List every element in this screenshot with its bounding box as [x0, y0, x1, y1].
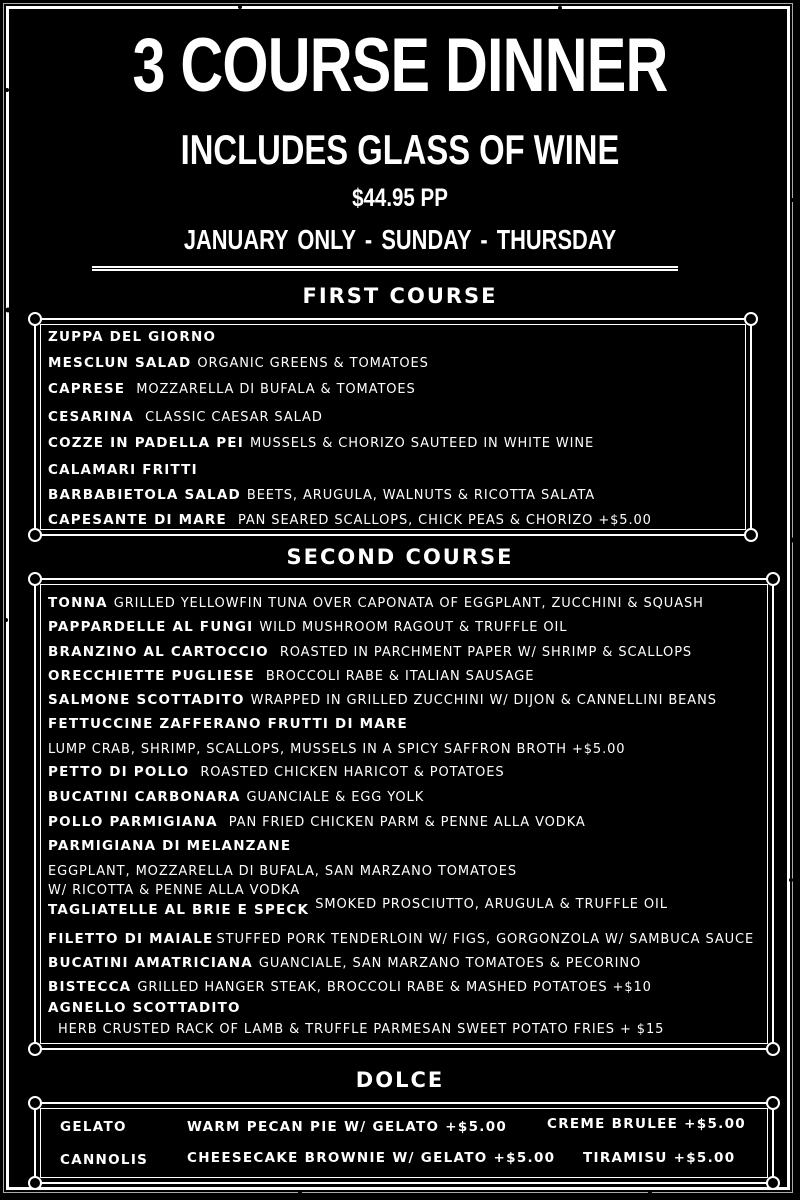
dish-name: SALMONE SCOTTADITO: [48, 692, 245, 708]
dolce-item: TIRAMISU +$5.00: [583, 1150, 736, 1166]
dish-name: BISTECCA: [48, 979, 132, 995]
second-course-item: [48, 837, 297, 856]
dish-name: PAPPARDELLE AL FUNGI: [48, 619, 254, 635]
dish-description: GRILLED HANGER STEAK, BROCCOLI RABE & MASHED POTATOES +$10: [137, 980, 652, 995]
first-course-heading: FIRST COURSE: [302, 284, 498, 308]
second-course-item: [48, 691, 717, 710]
second-course-item: [48, 788, 424, 807]
dish-description: EGGPLANT, MOZZARELLA DI BUFALA, SAN MARZANO TOMATOES: [48, 864, 518, 879]
first-course-item: [48, 328, 222, 347]
first-course-item: [48, 511, 652, 530]
header-divider: [92, 266, 678, 271]
frame-corner: [28, 1042, 42, 1056]
dish-name: TONNA: [48, 595, 108, 611]
dish-name: FILETTO DI MAIALE: [48, 931, 214, 947]
second-course-item: [48, 715, 414, 734]
dish-description: PAN SEARED SCALLOPS, CHICK PEAS & CHORIZO +$5.00: [232, 513, 652, 528]
dolce-item: CANNOLIS: [60, 1152, 149, 1168]
dish-name: BRANZINO AL CARTOCCIO: [48, 644, 269, 660]
menu-title: 3 COURSE DINNER: [132, 23, 668, 108]
dish-description: MUSSELS & CHORIZO SAUTEED IN WHITE WINE: [249, 436, 595, 451]
dish-name: AGNELLO SCOTTADITO: [48, 1000, 241, 1016]
dolce-item: CHEESECAKE BROWNIE W/ GELATO +$5.00: [187, 1150, 556, 1166]
second-course-item: [48, 930, 754, 949]
frame-corner: [28, 312, 42, 326]
dish-description: WRAPPED IN GRILLED ZUCCHINI W/ DIJON & CANNELLINI BEANS: [250, 693, 717, 708]
dish-name: FETTUCCINE ZAFFERANO FRUTTI DI MARE: [48, 716, 408, 732]
dish-description: W/ RICOTTA & PENNE ALLA VODKA: [48, 883, 301, 898]
dish-name: CAPRESE: [48, 381, 126, 397]
dish-name: BARBABIETOLA SALAD: [48, 487, 241, 503]
second-course-item: [48, 643, 692, 662]
frame-corner: [28, 528, 42, 542]
dish-description: CLASSIC CAESAR SALAD: [140, 410, 323, 425]
second-course-item: [48, 862, 517, 881]
frame-corner: [766, 572, 780, 586]
second-course-item: [58, 1020, 664, 1039]
second-course-item: [48, 740, 625, 759]
second-course-item: [48, 999, 247, 1018]
dish-name: POLLO PARMIGIANA: [48, 814, 218, 830]
dish-description: BROCCOLI RABE & ITALIAN SAUSAGE: [260, 669, 535, 684]
first-course-item: [48, 434, 594, 453]
second-course-item: [48, 813, 586, 832]
dolce-item: GELATO: [60, 1119, 127, 1135]
frame-corner: [28, 572, 42, 586]
dolce-item: CREME BRULEE +$5.00: [547, 1116, 746, 1132]
dish-description: GRILLED YELLOWFIN TUNA OVER CAPONATA OF EGGPLANT, ZUCCHINI & SQUASH: [113, 596, 704, 611]
menu-subtitle: INCLUDES GLASS OF WINE: [180, 126, 620, 173]
dish-description: GUANCIALE, SAN MARZANO TOMATOES & PECORINO: [258, 956, 642, 971]
dish-description: ROASTED CHICKEN HARICOT & POTATOES: [195, 765, 505, 780]
first-course-item: [48, 408, 323, 427]
dish-description: BEETS, ARUGULA, WALNUTS & RICOTTA SALATA: [246, 488, 596, 503]
dish-description: STUFFED PORK TENDERLOIN W/ FIGS, GORGONZOLA W/ SAMBUCA SAUCE: [216, 932, 755, 947]
dish-name: ZUPPA DEL GIORNO: [48, 329, 217, 345]
dish-name: CALAMARI FRITTI: [48, 462, 198, 478]
dish-description: MOZZARELLA DI BUFALA & TOMATOES: [131, 382, 416, 397]
dish-description: GUANCIALE & EGG YOLK: [246, 790, 425, 805]
dish-name: MESCLUN SALAD: [48, 355, 192, 371]
dish-name: CESARINA: [48, 409, 135, 425]
second-course-item: [48, 594, 704, 613]
dish-name: PARMIGIANA DI MELANZANE: [48, 838, 292, 854]
second-course-item: [48, 978, 652, 997]
frame-corner: [766, 1042, 780, 1056]
menu-availability: JANUARY ONLY - SUNDAY - THURSDAY: [183, 224, 617, 255]
dish-name: TAGLIATELLE AL BRIE E SPECK: [48, 902, 310, 918]
second-course-heading: SECOND COURSE: [286, 545, 514, 569]
dolce-frame: [34, 1102, 774, 1184]
menu-price: $44.95 PP: [352, 184, 448, 212]
dolce-item: WARM PECAN PIE W/ GELATO +$5.00: [187, 1119, 508, 1135]
dish-description: ORGANIC GREENS & TOMATOES: [197, 356, 429, 371]
first-course-item: [48, 380, 416, 399]
second-course-item: [48, 667, 534, 686]
frame-corner: [744, 528, 758, 542]
dolce-heading: DOLCE: [355, 1068, 445, 1092]
first-course-item: [48, 486, 595, 505]
second-course-item: [48, 954, 641, 973]
first-course-item: [48, 354, 429, 373]
frame-corner: [766, 1176, 780, 1190]
dish-name: BUCATINI CARBONARA: [48, 789, 241, 805]
dish-description: LUMP CRAB, SHRIMP, SCALLOPS, MUSSELS IN A SPICY SAFFRON BROTH +$5.00: [48, 742, 626, 757]
dish-description: ROASTED IN PARCHMENT PAPER W/ SHRIMP & SCALLOPS: [274, 645, 693, 660]
dish-name: ORECCHIETTE PUGLIESE: [48, 668, 255, 684]
second-course-item: [48, 897, 668, 920]
second-course-item: [48, 618, 567, 637]
second-course-item: [48, 881, 300, 900]
dish-name: PETTO DI POLLO: [48, 764, 190, 780]
frame-corner: [766, 1096, 780, 1110]
frame-corner: [28, 1176, 42, 1190]
dish-description: WILD MUSHROOM RAGOUT & TRUFFLE OIL: [259, 620, 568, 635]
dish-description: SMOKED PROSCIUTTO, ARUGULA & TRUFFLE OIL: [315, 897, 668, 912]
second-course-item: [48, 763, 505, 782]
dish-name: COZZE IN PADELLA PEI: [48, 435, 244, 451]
dish-description: PAN FRIED CHICKEN PARM & PENNE ALLA VODKA: [223, 815, 586, 830]
dish-name: CAPESANTE DI MARE: [48, 512, 227, 528]
frame-corner: [744, 312, 758, 326]
frame-corner: [28, 1096, 42, 1110]
dish-description: HERB CRUSTED RACK OF LAMB & TRUFFLE PARMESAN SWEET POTATO FRIES + $15: [58, 1022, 665, 1037]
dish-name: BUCATINI AMATRICIANA: [48, 955, 253, 971]
first-course-item: [48, 461, 204, 480]
